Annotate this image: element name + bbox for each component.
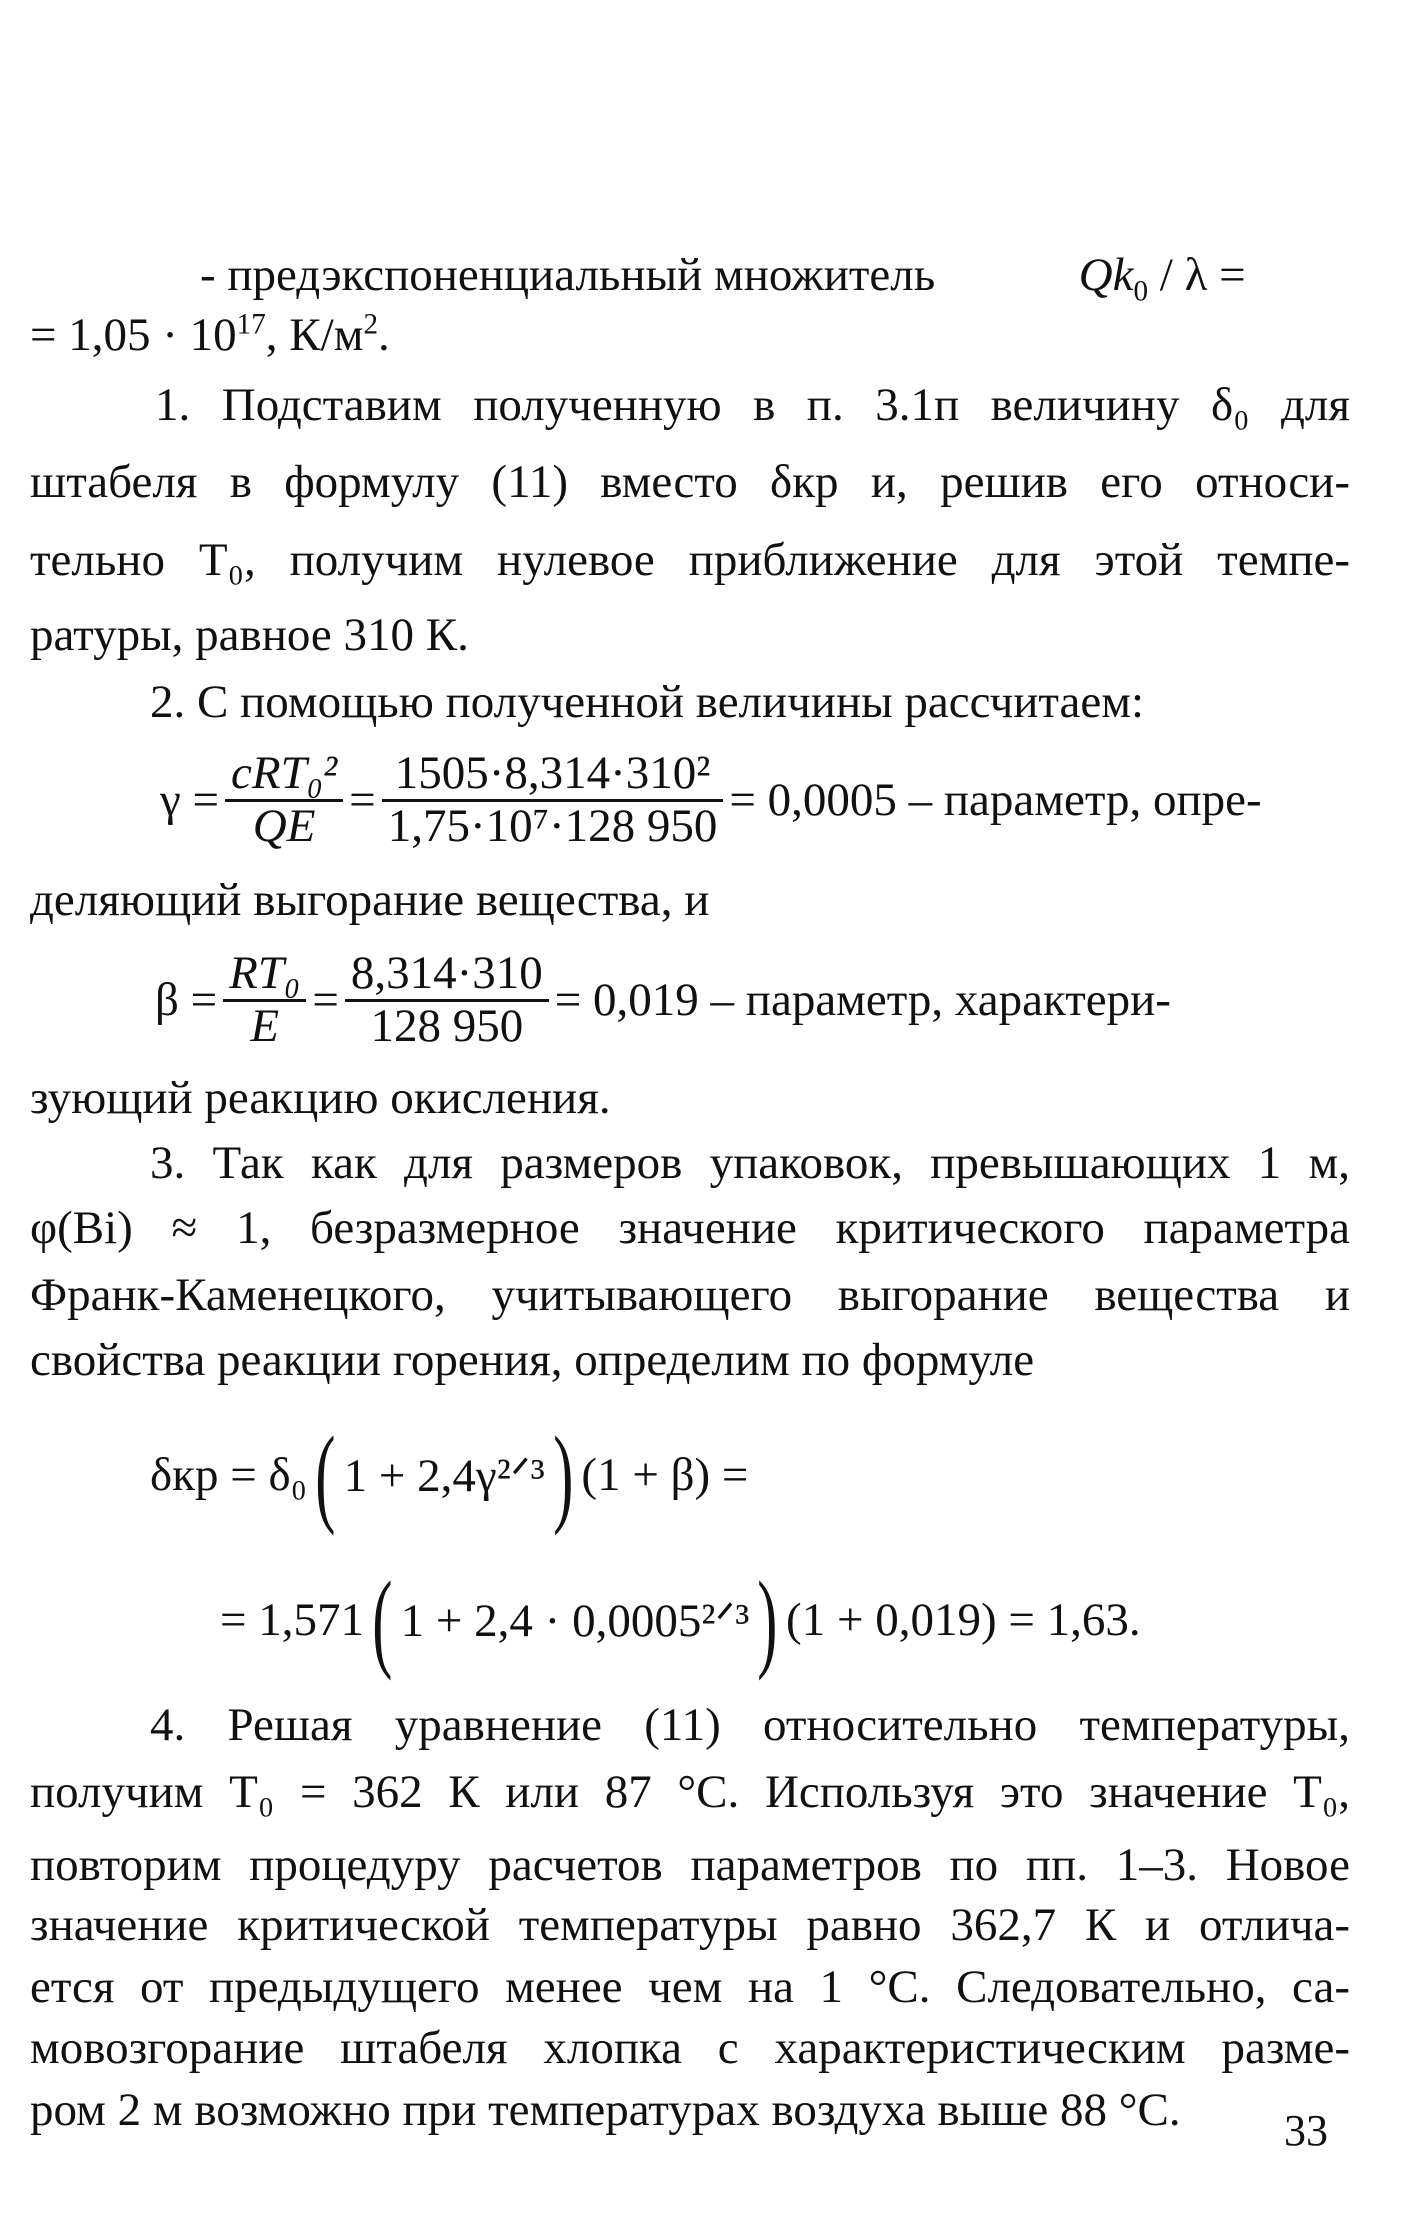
gamma-fraction-2: $\frac{\text{1505·8,314·310²}}{\text{1,75·10⁷·128 950}}$ bbox=[382, 749, 724, 851]
paragraph-2-line-after-gamma: деляющий выгорание вещества, и bbox=[30, 874, 710, 926]
gamma-result: = 0,0005 – параметр, опре- bbox=[729, 774, 1262, 826]
paragraph-1-line-1: 1. Подставим полученную в п. 3.1п величину δ₀ для bbox=[155, 379, 1350, 431]
delta-formula-line-1: δкр = δ₀ ( 1 + 2,4γ²ᐟ³ ) (1 + β) = bbox=[150, 1414, 749, 1536]
delta-formula-line-2: = 1,571 ( 1 + 2,4 · 0,0005²ᐟ³ ) (1 + 0,019) = 1,63. bbox=[220, 1559, 1141, 1681]
paragraph-4-line-7: ром 2 м возможно при температурах воздуха выше 88 °С. bbox=[30, 2084, 1181, 2136]
paragraph-1-line-2: штабеля в формулу (11) вместо δкр и, решив его относи- bbox=[30, 456, 1350, 508]
beta-fraction-2: $\frac{8,314\cdot 310}{128 950}$ bbox=[345, 949, 549, 1051]
gamma-formula: γ = $\frac{\text{cRT₀²}}{QE}$ = $\frac{\text{1505·8,314·310²}}{\text{1,75·10⁷·128 950}}$ = 0,0005 – параметр, опре- bbox=[160, 747, 1262, 852]
gamma-fraction-1: $\frac{\text{cRT₀²}}{QE}$ bbox=[225, 749, 343, 851]
paragraph-2-line-after-beta: зующий реакцию окисления. bbox=[30, 1072, 611, 1124]
paragraph-1-line-4: ратуры, равное 310 К. bbox=[30, 609, 469, 661]
paragraph-3-line-4: свойства реакции горения, определим по формуле bbox=[30, 1334, 1035, 1386]
paragraph-3-line-3: Франк-Каменецкого, учитывающего выгорание вещества и bbox=[30, 1269, 1350, 1321]
paragraph-4-line-2: получим T₀ = 362 К или 87 °С. Используя это значение T₀, bbox=[30, 1766, 1350, 1818]
beta-fraction-1: $\frac{\text{RT₀}}{E}$ bbox=[223, 949, 306, 1051]
paragraph-3-line-2: φ(Bi) ≈ 1, безразмерное значение критического параметра bbox=[30, 1202, 1350, 1254]
paragraph-2-line-1: 2. С помощью полученной величины рассчитаем: bbox=[150, 676, 1144, 728]
paragraph-3-line-1: 3. Так как для размеров упаковок, превышающих 1 м, bbox=[150, 1137, 1350, 1189]
gamma-symbol: γ = bbox=[160, 774, 220, 826]
paragraph-0-line-1: - предэкспоненциальный множитель $Qk_0$ / λ = bbox=[200, 249, 1246, 308]
paragraph-4-line-6: мовозгорание штабеля хлопка с характеристическим разме- bbox=[30, 2022, 1350, 2074]
paragraph-4-line-5: ется от предыдущего менее чем на 1 °С. Следовательно, са- bbox=[30, 1961, 1350, 2013]
paragraph-4-line-4: значение критической температуры равно 362,7 К и отлича- bbox=[30, 1899, 1350, 1951]
paragraph-0-line-2: = $1,05 \cdot 10^{17}$, $К/м^2$. bbox=[30, 308, 390, 361]
paragraph-4-line-1: 4. Решая уравнение (11) относительно температуры, bbox=[150, 1699, 1350, 1751]
beta-result: = 0,019 – параметр, характери- bbox=[554, 974, 1171, 1026]
beta-symbol: β = bbox=[155, 974, 218, 1026]
beta-formula: β = $\frac{\text{RT₀}}{E}$ = $\frac{8,314\cdot 310}{128 950}$ = 0,019 – параметр, характери- bbox=[155, 947, 1171, 1052]
page-number: 33 bbox=[1284, 2106, 1328, 2155]
paragraph-1-line-3: тельно T₀, получим нулевое приближение для этой темпе- bbox=[30, 534, 1350, 586]
paragraph-4-line-3: повторим процедуру расчетов параметров по пп. 1–3. Новое bbox=[30, 1839, 1350, 1891]
